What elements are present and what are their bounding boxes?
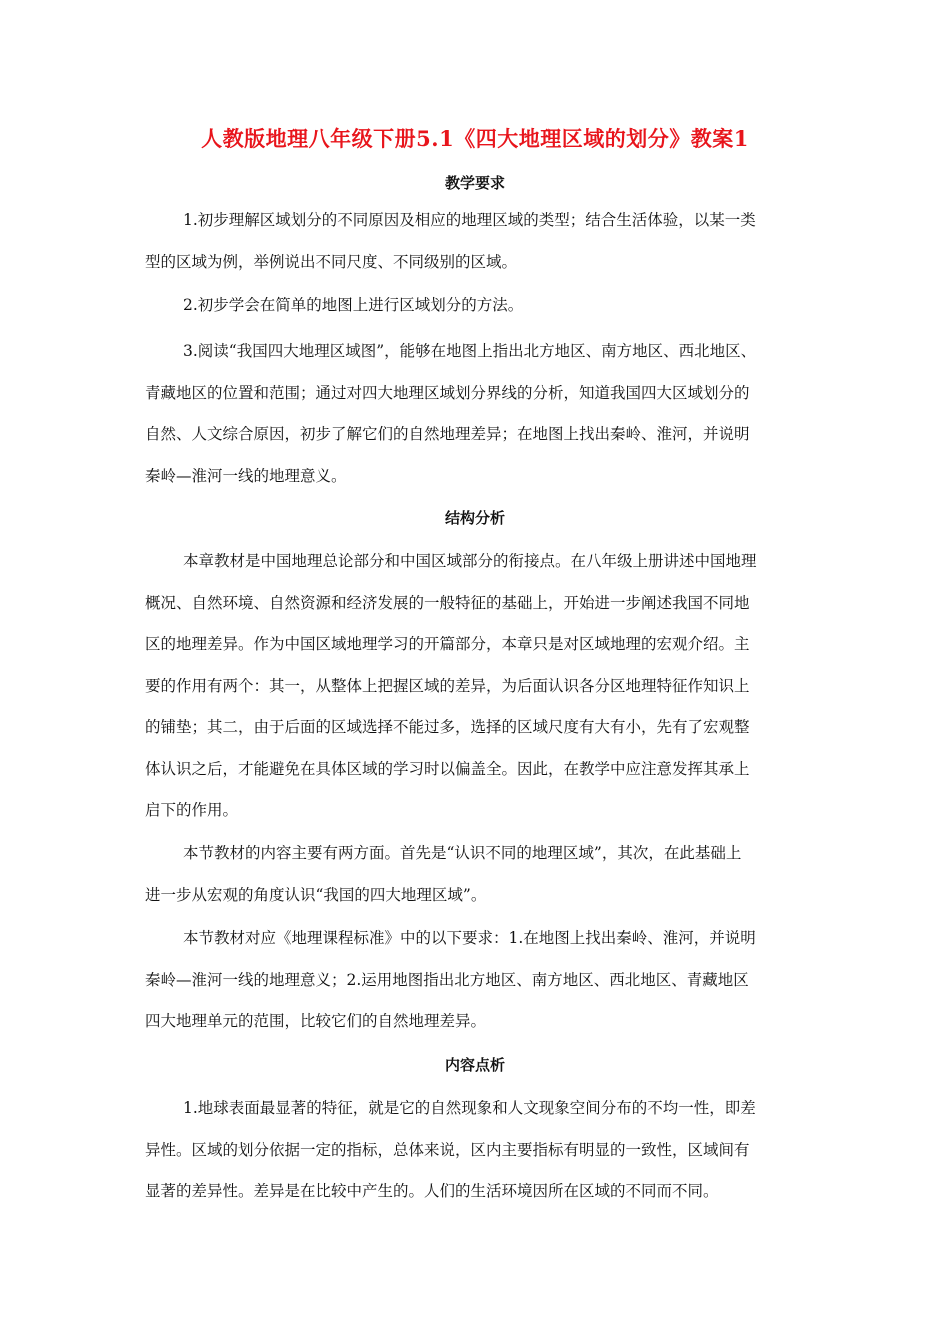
text-line: 区的地理差异。作为中国区域地理学习的开篇部分，本章只是对区域地理的宏观介绍。主 [145, 635, 750, 653]
text-line: 概况、自然环境、自然资源和经济发展的一般特征的基础上，开始进一步阐述我国不同地 [145, 593, 750, 612]
section-heading-structure-analysis: 结构分析 [444, 509, 505, 527]
text-line: 1.地球表面最显著的特征，就是它的自然现象和人文现象空间分布的不均一性，即差 [183, 1099, 756, 1117]
paragraph [145, 833, 810, 916]
text-line: 的铺垫；其二，由于后面的区域选择不能过多，选择的区域尺度有大有小，先有了宏观整 [145, 718, 750, 736]
text-line: 秦岭—淮河一线的地理意义。 [145, 466, 347, 485]
paragraph [145, 1088, 810, 1213]
text-line: 本节教材对应《地理课程标准》中的以下要求：1.在地图上找出秦岭、淮河，并说明 [183, 929, 756, 947]
text-line: 秦岭—淮河一线的地理意义；2.运用地图指出北方地区、南方地区、西北地区、青藏地区 [145, 970, 749, 989]
text-line: 异性。区域的划分依据一定的指标，总体来说，区内主要指标有明显的一致性，区域间有 [145, 1140, 750, 1159]
text-line: 1.初步理解区域划分的不同原因及相应的地理区域的类型；结合生活体验，以某一类 [183, 211, 756, 229]
section-heading-content-analysis: 内容点析 [444, 1056, 505, 1074]
text-line: 型的区域为例，举例说出不同尺度、不同级别的区域。 [145, 252, 518, 271]
text-line: 青藏地区的位置和范围；通过对四大地理区域划分界线的分析，知道我国四大区域划分的 [145, 383, 750, 402]
text-line: 要的作用有两个：其一，从整体上把握区域的差异，为后面认识各分区地理特征作知识上 [145, 676, 750, 695]
text-line: 3.阅读“我国四大地理区域图”，能够在地图上指出北方地区、南方地区、西北地区、 [183, 342, 757, 360]
text-line: 四大地理单元的范围，比较它们的自然地理差异。 [145, 1012, 487, 1030]
document-title: 人教版地理八年级下册5.1《四大地理区域的划分》教案1 [201, 126, 749, 151]
paragraph [145, 541, 810, 832]
paragraph [145, 200, 810, 283]
text-line: 本节教材的内容主要有两方面。首先是“认识不同的地理区域”，其次，在此基础上 [183, 844, 742, 862]
paragraph [145, 918, 810, 1043]
text-line: 启下的作用。 [145, 801, 239, 819]
paragraph [145, 331, 810, 497]
text-line: 体认识之后，才能避免在具体区域的学习时以偏盖全。因此，在教学中应注意发挥其承上 [145, 759, 750, 778]
text-line: 本章教材是中国地理总论部分和中国区域部分的衔接点。在八年级上册讲述中国地理 [183, 552, 757, 570]
text-line: 显著的差异性。差异是在比较中产生的。人们的生活环境因所在区域的不同而不同。 [145, 1182, 719, 1200]
section-heading-teaching-requirements: 教学要求 [444, 174, 505, 192]
text-line: 进一步从宏观的角度认识“我国的四大地理区域”。 [145, 885, 487, 904]
text-line: 自然、人文综合原因，初步了解它们的自然地理差异；在地图上找出秦岭、淮河，并说明 [145, 425, 750, 443]
text-line: 2.初步学会在简单的地图上进行区域划分的方法。 [183, 296, 524, 314]
paragraph [145, 285, 810, 327]
